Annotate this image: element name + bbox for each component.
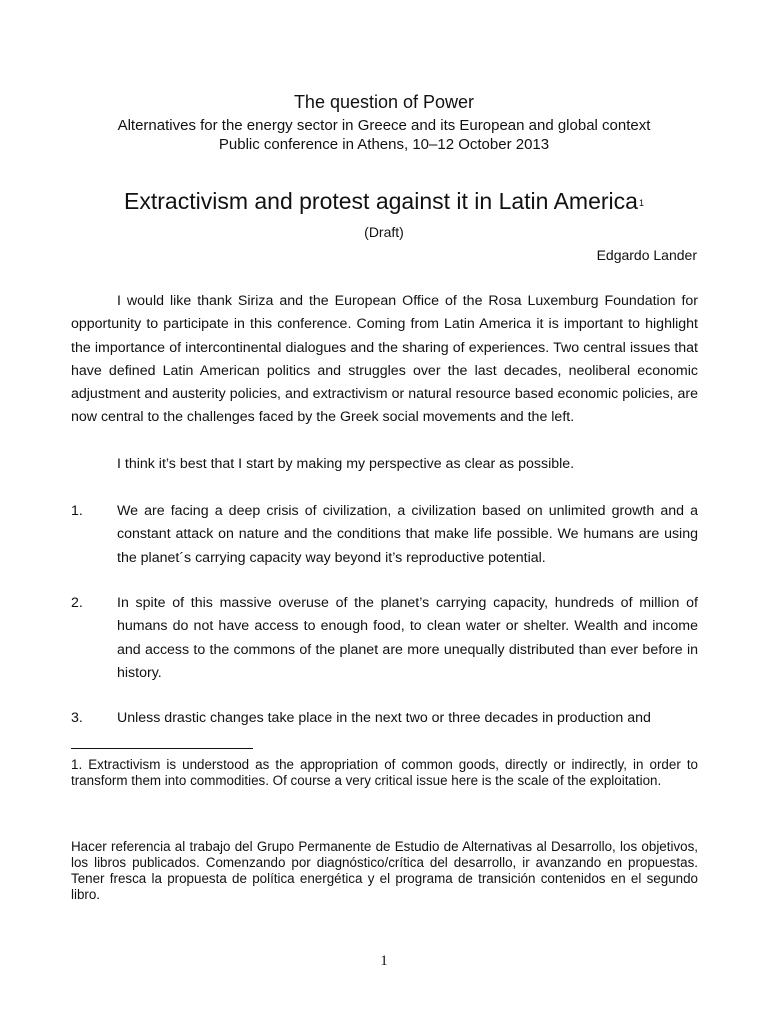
paper-title-text: Extractivism and protest against it in Latin America <box>124 188 638 214</box>
conference-subtitle: Alternatives for the energy sector in Greece and its European and global context <box>117 117 651 134</box>
list-item-number: 3. <box>71 710 83 726</box>
list-item-number: 2. <box>71 595 83 611</box>
list-item-number: 1. <box>71 503 83 519</box>
list-item-text: We are facing a deep crisis of civilization, a civilization based on unlimited growth and a constant attack on nature and the conditions that make life possible. We humans are using the planet´s carrying capacity way beyond it’s reproductive potential. <box>117 503 698 566</box>
list-item-text: Unless drastic changes take place in the next two or three decades in production and <box>117 710 651 726</box>
footnote-reference: 1 <box>638 198 644 208</box>
list-item-text: In spite of this massive overuse of the planet’s carrying capacity, hundreds of million of humans do not have access to enough food, to clean water or shelter. Wealth and income and access to the commons of the planet are more unequally distributed than ever before in history. <box>117 595 698 681</box>
editor-note: Hacer referencia al trabajo del Grupo Permanente de Estudio de Alternativas al Desarrollo, los objetivos, los libros publicados. Comenzando por diagnóstico/crítica del desarrollo, ir avanzando en propuestas. Tener fresca la propuesta de política energética y el programa de transición contenidos en el segundo libro. <box>71 839 698 902</box>
intro-paragraph <box>71 290 698 430</box>
perspective-paragraph-text: I think it’s best that I start by making my perspective as clear as possible. <box>117 456 575 472</box>
draft-label: (Draft) <box>364 224 404 240</box>
paper-title <box>0 187 768 215</box>
perspective-paragraph <box>71 453 698 476</box>
footnote-divider <box>71 748 253 749</box>
author-name: Edgardo Lander <box>596 247 697 263</box>
page-number: 1 <box>380 953 388 969</box>
intro-paragraph-text: I would like thank Siriza and the European Office of the Rosa Luxemburg Foundation for opportunity to participate in this conference. Coming from Latin America it is important to highlight the importance of intercontinental dialogues and the sharing of experiences. Two central issues that have defined Latin American politics and struggles over the last decades, neoliberal economic adjustment and austerity policies, and extractivism or natural resource based economic policies, are now central to the challenges faced by the Greek social movements and the left. <box>71 293 698 426</box>
footnote-text: 1. Extractivism is understood as the appropriation of common goods, directly or indirectly, in order to transform them into commodities. Of course a very critical issue here is the scale of the exploitation. <box>71 757 698 788</box>
conference-date-location: Public conference in Athens, 10–12 October 2013 <box>218 136 550 153</box>
conference-title: The question of Power <box>293 92 475 112</box>
